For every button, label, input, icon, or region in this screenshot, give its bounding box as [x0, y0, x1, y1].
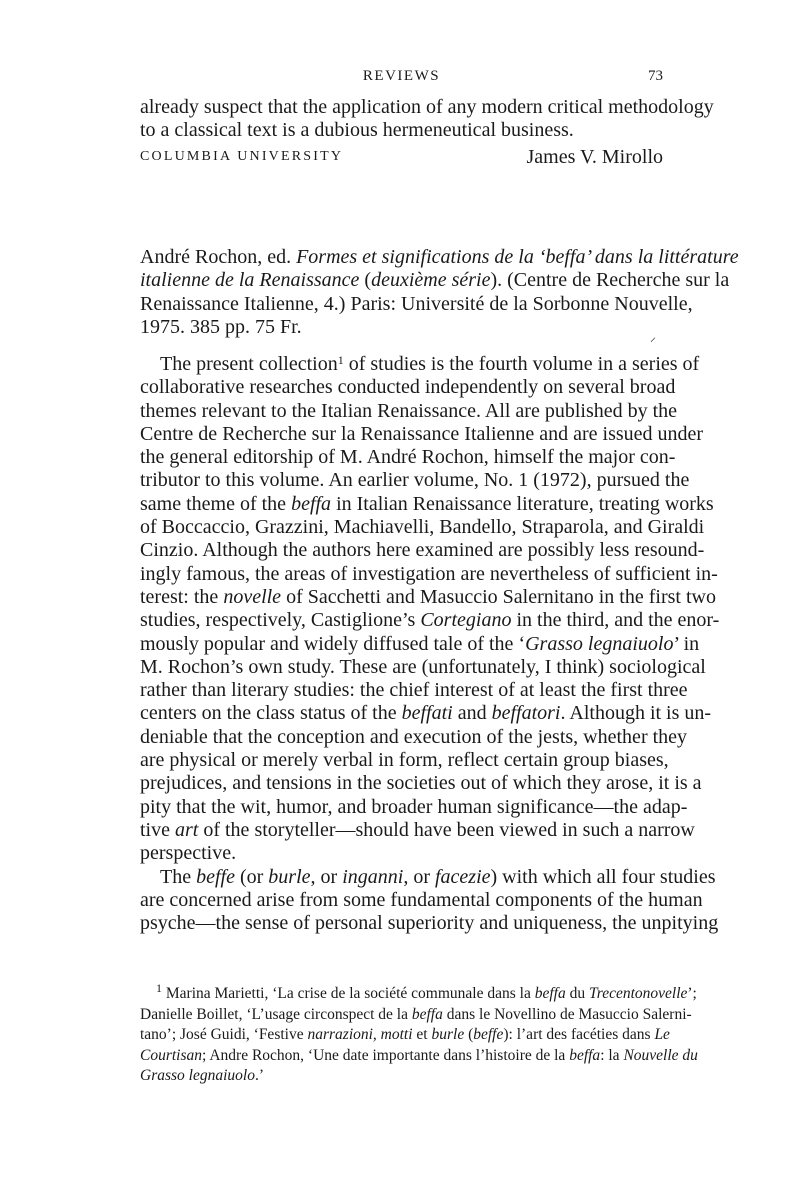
text-run: (	[464, 1026, 474, 1044]
text-run: tributor to this volume. An earlier volume, No. 1 (1972), pursued the	[140, 469, 690, 492]
text-run: du	[565, 985, 589, 1002]
text-run: dans le Novellino de Masuccio Salerni-	[442, 1005, 692, 1023]
italic-text-run: beffa	[411, 1005, 443, 1023]
text-run: centers on the class status of the	[140, 702, 402, 725]
text-line	[140, 422, 704, 446]
italic-text-run: Cortegiano	[420, 609, 512, 632]
text-run: deniable that the conception and execution of the jests, whether they	[140, 725, 688, 748]
text-run: are physical or merely verbal in form, reflect certain group biases,	[140, 749, 669, 772]
text-run: and	[452, 702, 492, 725]
text-run: in Italian Renaissance literature, treating works	[331, 492, 714, 515]
text-line	[140, 376, 676, 399]
text-run: .’	[254, 1067, 265, 1085]
text-run: ; Andre Rochon, ‘Une date importante dans l’histoire de la	[202, 1046, 570, 1064]
text-line	[140, 655, 706, 679]
text-run: Centre de Recherche sur la Renaissance Italienne and are issued under	[140, 422, 704, 445]
text-run: (or	[234, 865, 269, 888]
italic-text-run: beffatori	[491, 702, 561, 725]
reviewer-institution: COLUMBIA UNIVERSITY	[140, 149, 344, 164]
text-line	[140, 609, 720, 632]
italic-text-run: italienne de la Renaissance	[140, 269, 360, 292]
text-line	[140, 292, 693, 316]
text-line	[140, 772, 702, 795]
text-line	[140, 539, 705, 562]
text-run: of studies is the fourth volume in a series of	[343, 353, 700, 375]
text-run: : la	[600, 1046, 624, 1064]
text-run: ) with which all four studies	[490, 865, 716, 888]
text-run: Danielle Boillet, ‘L’usage circonspect de la	[140, 1005, 412, 1023]
text-run: ’;	[687, 985, 697, 1002]
italic-text-run: Courtisan	[140, 1046, 203, 1064]
italic-text-run: beffe	[473, 1026, 504, 1044]
running-title: REVIEWS	[362, 68, 441, 84]
text-run: The	[160, 865, 197, 888]
text-run: of the storyteller—should have been viewed in such a narrow	[198, 818, 695, 841]
footnotes	[140, 981, 698, 1087]
italic-text-run: beffa	[569, 1046, 601, 1064]
text-line	[140, 795, 688, 819]
text-run: terest: the	[140, 585, 224, 608]
text-line	[140, 562, 718, 586]
text-line	[140, 585, 716, 609]
italic-text-run: burle	[431, 1026, 465, 1044]
text-run: Marina Marietti, ‘La crise de la société communale dans la	[162, 985, 535, 1002]
text-run: André Rochon, ed.	[140, 246, 297, 268]
text-run: to a classical text is a dubious hermeneutical business.	[140, 119, 574, 142]
footnote-marker: 1	[337, 353, 344, 367]
text-run: psyche—the sense of personal superiority and uniqueness, the unpitying	[140, 912, 719, 935]
text-line	[140, 818, 695, 842]
text-line	[140, 316, 663, 339]
text-run: M. Rochon’s own study. These are (unfortunately, I think) sociological	[140, 655, 706, 678]
page-number: 73	[648, 68, 663, 84]
previous-review-ending	[140, 96, 714, 143]
text-line	[140, 96, 714, 119]
text-line	[140, 269, 730, 292]
text-line	[140, 679, 688, 702]
italic-text-run: facezie	[434, 865, 491, 888]
italic-text-run: beffati	[401, 702, 453, 725]
text-line	[140, 632, 700, 656]
review-signature	[140, 146, 663, 169]
italic-text-run: narrazioni, motti	[307, 1026, 413, 1044]
text-line	[140, 119, 663, 142]
text-run: studies, respectively, Castiglione’s	[140, 609, 421, 632]
italic-text-run: novelle	[223, 585, 282, 608]
text-run: . Although it is un-	[560, 702, 712, 725]
italic-text-run: beffe	[196, 865, 235, 888]
text-line	[140, 842, 663, 865]
text-run: already suspect that the application of any modern critical methodology	[140, 96, 714, 118]
text-run: prejudices, and tensions in the societies out of which they arose, it is a	[140, 772, 702, 795]
text-run: collaborative researches conducted independently on several broad	[140, 376, 676, 399]
text-run: ’ in	[673, 632, 700, 655]
text-run: the general editorship of M. André Rochon, himself the major con-	[140, 446, 676, 469]
text-run: , or	[310, 865, 343, 888]
text-line	[140, 981, 697, 1005]
text-run: (	[359, 269, 372, 292]
italic-text-run: Grasso legnaiuolo	[525, 632, 674, 655]
text-run: mously popular and widely diffused tale of the ‘	[140, 632, 526, 655]
italic-text-run: Nouvelle du	[623, 1046, 698, 1064]
text-run: of Boccaccio, Grazzini, Machiavelli, Bandello, Straparola, and Giraldi	[140, 516, 705, 539]
margin-mark-icon: ⸝	[650, 330, 657, 344]
text-run: tano’; José Guidi, ‘Festive	[140, 1026, 308, 1044]
italic-text-run: Grasso legnaiuolo	[140, 1067, 255, 1085]
italic-text-run: burle	[268, 865, 311, 888]
text-line	[140, 912, 719, 935]
text-run: are concerned arise from some fundamental components of the human	[140, 888, 703, 911]
reviewer-name: James V. Mirollo	[526, 146, 663, 168]
text-line	[140, 1066, 663, 1087]
italic-text-run: deuxième série	[371, 269, 491, 292]
paragraph	[140, 353, 720, 866]
italic-text-run: Trecentonovelle	[588, 985, 688, 1002]
text-run: ingly famous, the areas of investigation are nevertheless of sufficient in-	[140, 562, 718, 585]
italic-text-run: Formes et significations de la ‘beffa’ dans la littérature	[296, 246, 739, 268]
text-run: themes relevant to the Italian Renaissance. All are published by the	[140, 399, 678, 422]
text-line	[140, 888, 703, 912]
text-line	[140, 446, 676, 469]
text-run: in the third, and the enor-	[511, 609, 720, 632]
italic-text-run: beffa	[291, 492, 332, 515]
text-line	[140, 399, 678, 423]
text-run: ): l’art des facéties dans	[503, 1026, 655, 1044]
text-run: of Sacchetti and Masuccio Salernitano in the first two	[281, 585, 716, 608]
text-line	[140, 246, 739, 269]
running-header	[140, 68, 663, 92]
italic-text-run: art	[175, 818, 199, 841]
text-run: same theme of the	[140, 492, 292, 515]
text-line	[140, 1005, 692, 1026]
text-line	[140, 1025, 670, 1046]
text-run: ). (Centre de Recherche sur la	[490, 269, 730, 292]
book-citation	[140, 246, 739, 339]
text-run: rather than literary studies: the chief interest of at least the first three	[140, 679, 688, 702]
text-line	[140, 702, 712, 725]
text-line	[140, 725, 688, 749]
text-run: 1975. 385 pp. 75 Fr.	[140, 315, 302, 338]
text-line	[140, 865, 716, 889]
italic-text-run: beffa	[534, 985, 566, 1002]
text-run: et	[412, 1026, 432, 1044]
text-line	[140, 353, 700, 376]
text-run: tive	[140, 818, 175, 841]
text-run: pity that the wit, humor, and broader human significance—the adap-	[140, 795, 688, 818]
paragraph	[140, 865, 719, 936]
footnote-marker: 1	[156, 981, 162, 995]
text-line	[140, 1046, 698, 1067]
text-line	[140, 469, 690, 492]
text-run: , or	[403, 865, 435, 888]
text-run: Cinzio. Although the authors here examined are possibly less resound-	[140, 539, 705, 562]
text-line	[140, 749, 669, 772]
italic-text-run: Le	[654, 1026, 670, 1044]
text-run: The present collection	[160, 353, 338, 375]
review-body	[140, 353, 720, 935]
text-run: perspective.	[140, 842, 237, 865]
text-line	[140, 516, 705, 539]
text-run: Renaissance Italienne, 4.) Paris: Université de la Sorbonne Nouvelle,	[140, 292, 693, 315]
italic-text-run: inganni	[342, 865, 404, 888]
text-line	[140, 492, 714, 516]
